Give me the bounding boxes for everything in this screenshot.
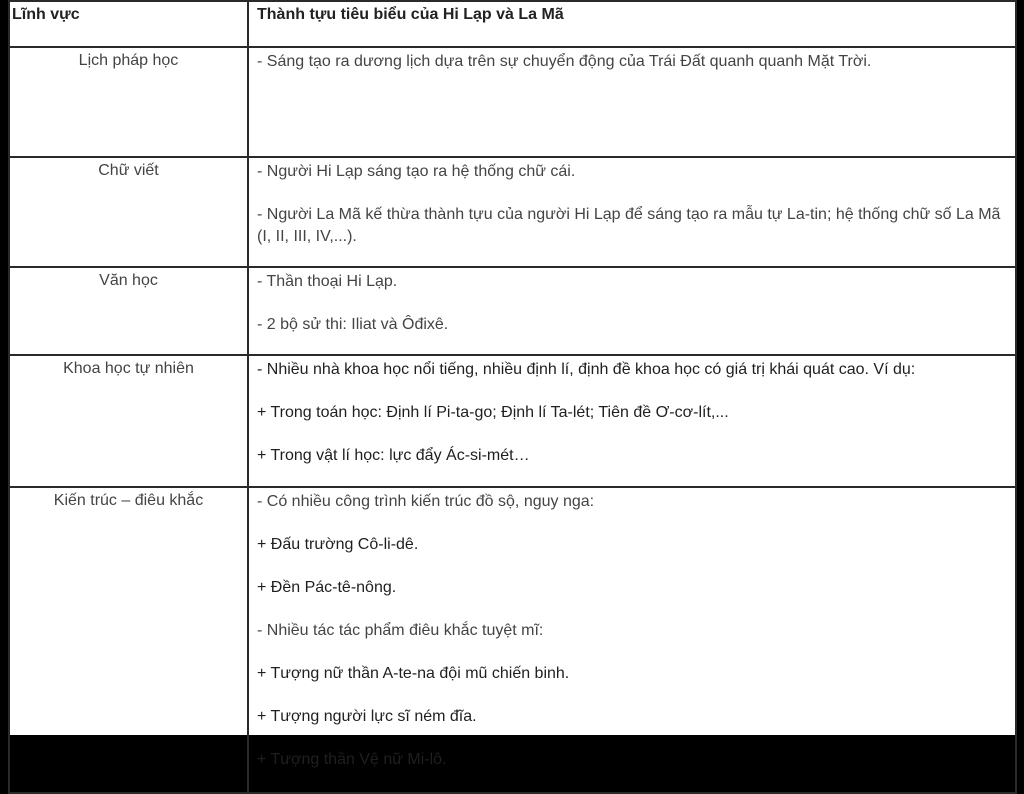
content-item: - Sáng tạo ra dương lịch dựa trên sự chuyển động của Trái Đất quanh quanh Mặt Trời.	[257, 53, 872, 70]
field-label: Văn học	[99, 272, 158, 289]
field-label: Kiến trúc – điêu khắc	[53, 492, 204, 509]
field-label: Khoa học tự nhiên	[63, 360, 194, 377]
content-cell	[248, 355, 1016, 487]
content-item: + Đền Pác-tê-nông.	[257, 579, 397, 596]
content-item: - Người La Mã kế thừa thành tựu của người Hi Lạp để sáng tạo ra mẫu tự La-tin; hệ thống chữ số La Mã (I, II, III, IV,...).	[257, 206, 1001, 245]
table-row	[9, 267, 1016, 355]
table-row	[9, 157, 1016, 267]
field-label: Chữ viết	[98, 162, 159, 179]
content-item: - Nhiều nhà khoa học nổi tiếng, nhiều định lí, định đề khoa học có giá trị khái quát cao. Ví dụ:	[257, 361, 916, 378]
content-item: - 2 bộ sử thi: Iliat và Ôđixê.	[257, 316, 449, 333]
table-header-row	[9, 1, 1016, 47]
content-item: - Thần thoại Hi Lạp.	[257, 273, 398, 290]
content-item: - Người Hi Lạp sáng tạo ra hệ thống chữ cái.	[257, 163, 576, 180]
content-item: + Trong vật lí học: lực đẩy Ác-si-mét…	[257, 447, 530, 464]
table-row	[9, 487, 1016, 793]
content-cell	[248, 267, 1016, 355]
field-cell	[9, 157, 248, 267]
field-cell	[9, 267, 248, 355]
achievements-table	[8, 0, 1017, 794]
table-row	[9, 355, 1016, 487]
content-item: + Tượng nữ thần A-te-na đội mũ chiến binh.	[257, 665, 570, 682]
document-sheet	[8, 0, 1016, 768]
header-achievements-cell	[248, 1, 1016, 47]
content-item: - Nhiều tác tác phẩm điêu khắc tuyệt mĩ:	[257, 622, 544, 639]
content-cell	[248, 47, 1016, 157]
table-row	[9, 47, 1016, 157]
field-cell	[9, 355, 248, 487]
content-item: + Tượng người lực sĩ ném đĩa.	[257, 708, 477, 725]
content-item: - Có nhiều công trình kiến trúc đồ sộ, nguy nga:	[257, 493, 595, 510]
header-field-cell	[9, 1, 248, 47]
header-field-label: Lĩnh vực	[12, 6, 80, 23]
content-item: + Trong toán học: Định lí Pi-ta-go; Định lí Ta-lét; Tiên đề Ơ-cơ-lít,...	[257, 404, 729, 421]
content-cell	[248, 487, 1016, 793]
field-cell	[9, 47, 248, 157]
content-item: + Tượng thần Vệ nữ Mi-lô.	[257, 751, 447, 768]
field-cell	[9, 487, 248, 793]
header-achievements-label: Thành tựu tiêu biểu của Hi Lạp và La Mã	[257, 6, 564, 23]
field-label: Lịch pháp học	[78, 52, 179, 69]
content-item: + Đấu trường Cô-li-dê.	[257, 536, 419, 553]
content-cell	[248, 157, 1016, 267]
